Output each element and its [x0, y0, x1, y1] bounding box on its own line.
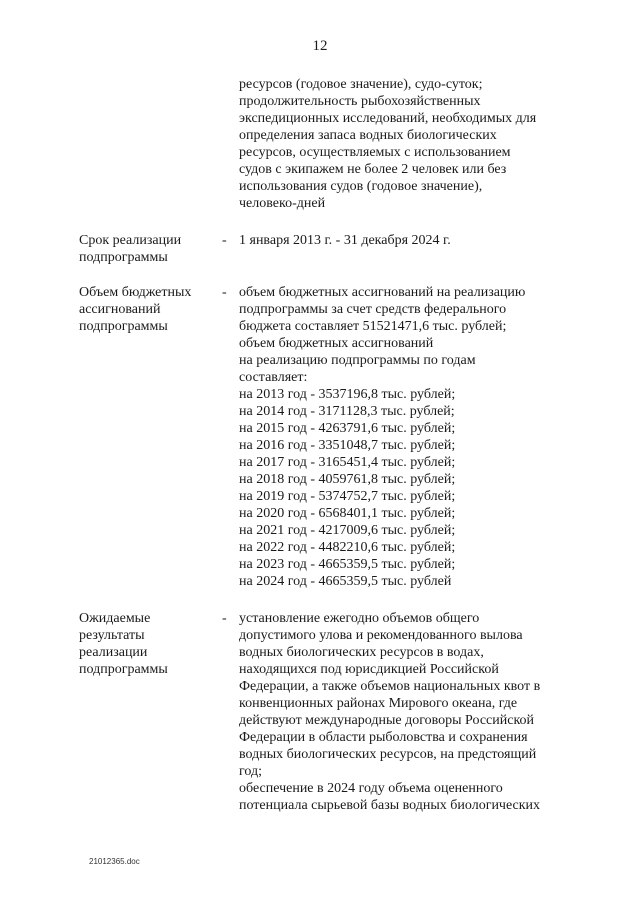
budget-year-line: на 2024 год - 4665359,5 тыс. рублей: [239, 574, 452, 589]
section-content-line: на реализацию подпрограммы по годам: [239, 353, 476, 368]
section-label-line: подпрограммы: [79, 662, 168, 677]
section-label-line: подпрограммы: [79, 250, 168, 265]
section-label-line: Срок реализации: [79, 233, 182, 248]
section-dash: -: [222, 611, 227, 626]
continuation-line: ресурсов (годовое значение), судо-суток;: [239, 77, 483, 92]
budget-year-line: на 2019 год - 5374752,7 тыс. рублей;: [239, 489, 456, 504]
continuation-line: человеко-дней: [239, 196, 326, 211]
budget-year-line: на 2016 год - 3351048,7 тыс. рублей;: [239, 438, 456, 453]
section-label-line: результаты: [79, 628, 145, 643]
section-content-line: действуют международные договоры Российской: [239, 713, 535, 728]
budget-year-line: на 2018 год - 4059761,8 тыс. рублей;: [239, 472, 456, 487]
section-content-line: находящихся под юрисдикцией Российской: [239, 662, 499, 677]
section-label-line: ассигнований: [79, 302, 161, 317]
section-content-line: водных биологических ресурсов, на предстоящий: [239, 747, 537, 762]
section-content-line: составляет:: [239, 370, 308, 385]
section-content-line: водных биологических ресурсов в водах,: [239, 645, 484, 660]
section-content-line: бюджета составляет 51521471,6 тыс. рублей;: [239, 319, 507, 334]
continuation-line: продолжительность рыбохозяйственных: [239, 94, 481, 109]
section-content-line: конвенционных районах Мирового океана, где: [239, 696, 518, 711]
document-footer-filename: 21012365.doc: [89, 857, 140, 866]
page-number: 12: [312, 38, 328, 54]
section-label-line: реализации: [79, 645, 148, 660]
budget-year-line: на 2023 год - 4665359,5 тыс. рублей;: [239, 557, 456, 572]
section-content-line: Федерации, а также объемов национальных квот в: [239, 679, 541, 694]
continuation-line: экспедиционных исследований, необходимых для: [239, 111, 537, 126]
continuation-line: ресурсов, осуществляемых с использованием: [239, 145, 511, 160]
section-label-line: подпрограммы: [79, 319, 168, 334]
section-content-line: объем бюджетных ассигнований на реализацию: [239, 285, 526, 300]
section-content-line: установление ежегодно объемов общего: [239, 611, 480, 626]
budget-year-line: на 2015 год - 4263791,6 тыс. рублей;: [239, 421, 456, 436]
section-label-line: Ожидаемые: [79, 611, 151, 626]
section-content-line: допустимого улова и рекомендованного вылова: [239, 628, 523, 643]
section-content-line: объем бюджетных ассигнований: [239, 336, 434, 351]
budget-year-line: на 2022 год - 4482210,6 тыс. рублей;: [239, 540, 456, 555]
continuation-line: использования судов (годовое значение),: [239, 179, 483, 194]
section-content-line: потенциала сырьевой базы водных биологических: [239, 798, 541, 813]
section-content-line: подпрограммы за счет средств федерального: [239, 302, 507, 317]
section-dash: -: [222, 285, 227, 300]
section-content-line: 1 января 2013 г. - 31 декабря 2024 г.: [239, 233, 451, 248]
budget-year-line: на 2013 год - 3537196,8 тыс. рублей;: [239, 387, 456, 402]
section-dash: -: [222, 233, 227, 248]
section-label-line: Объем бюджетных: [79, 285, 192, 300]
section-content-line: обеспечение в 2024 году объема оцененного: [239, 781, 503, 796]
budget-year-line: на 2020 год - 6568401,1 тыс. рублей;: [239, 506, 456, 521]
budget-year-line: на 2014 год - 3171128,3 тыс. рублей;: [239, 404, 455, 419]
section-content-line: Федерации в области рыболовства и сохранения: [239, 730, 528, 745]
budget-year-line: на 2021 год - 4217009,6 тыс. рублей;: [239, 523, 456, 538]
continuation-line: определения запаса водных биологических: [239, 128, 497, 143]
section-content-line: год;: [239, 764, 263, 779]
continuation-line: судов с экипажем не более 2 человек или без: [239, 162, 507, 177]
budget-year-line: на 2017 год - 3165451,4 тыс. рублей;: [239, 455, 456, 470]
